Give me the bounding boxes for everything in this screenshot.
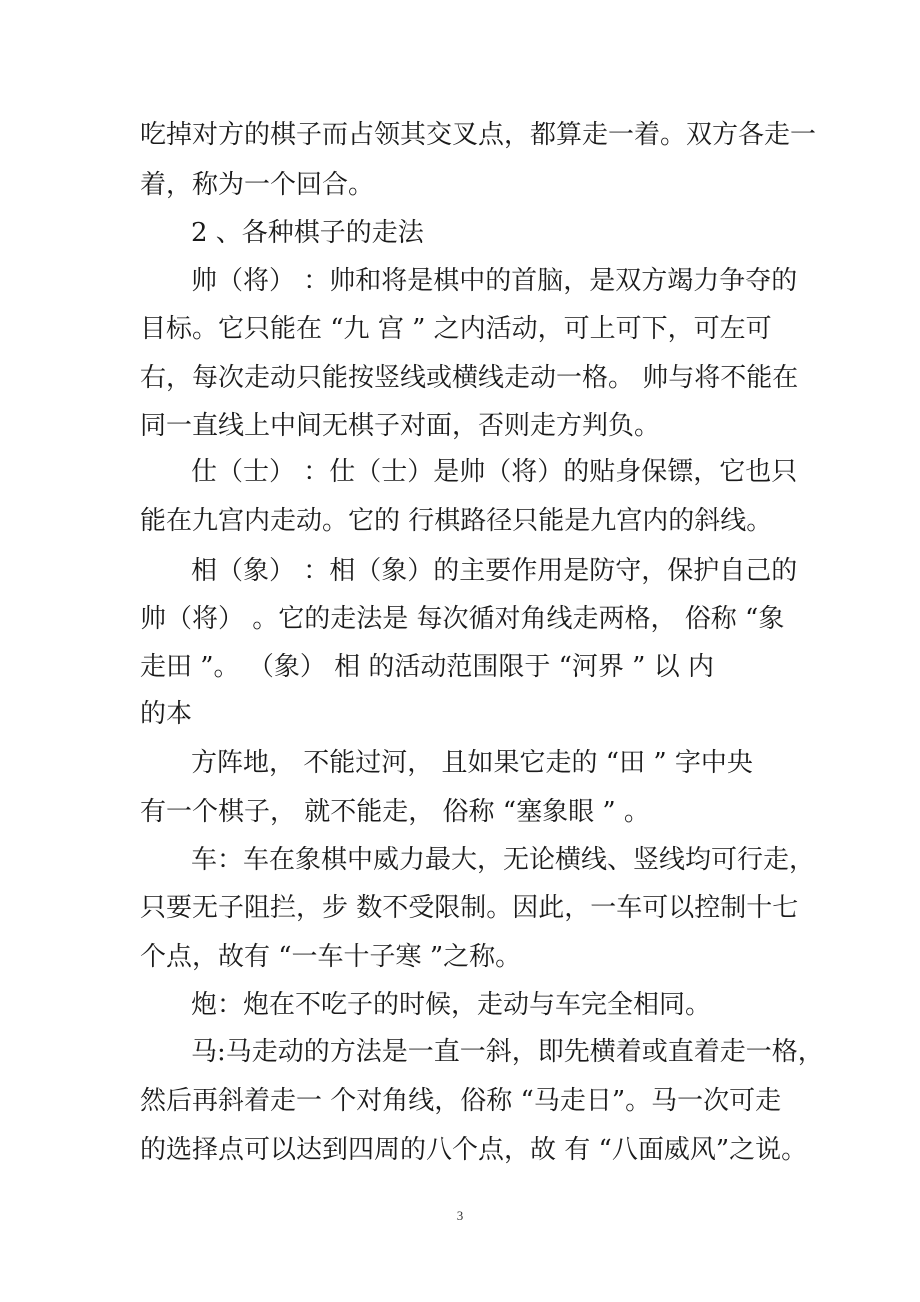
body-line: 个点，故有 “一车十子寒 ”之称。: [140, 942, 522, 972]
page-number: 3: [456, 1208, 464, 1223]
body-line: 相（象） ：相（象）的主要作用是防守，保护自己的: [191, 556, 798, 586]
body-line: 有一个棋子， 就不能走， 俗称 “塞象眼 ” 。: [140, 797, 650, 827]
body-line: 的本: [140, 699, 193, 729]
body-line: 吃掉对方的棋子而占领其交叉点，都算走一着。双方各走一: [140, 120, 817, 150]
section-heading: 2 、各种棋子的走法: [191, 218, 424, 248]
body-line: 马:马走动的方法是一直一斜，即先横着或直着走一格，: [191, 1037, 824, 1067]
body-line: 的选择点可以达到四周的八个点，故 有 “八面威风”之说。: [140, 1135, 808, 1165]
body-line: 车：车在象棋中威力最大，无论横线、竖线均可行走，: [191, 845, 816, 875]
body-line: 走田 ”。 （象） 相 的活动范围限于 “河界 ” 以 内: [140, 652, 714, 682]
body-line: 炮：炮在不吃子的时候，走动与车完全相同。: [191, 990, 712, 1020]
body-line: 能在九宫内走动。它的 行棋路径只能是九宫内的斜线。: [140, 506, 773, 536]
body-line: 仕（士） ：仕（士）是帅（将）的贴身保镖，它也只: [191, 457, 798, 487]
body-line: 方阵地， 不能过河， 且如果它走的 “田 ” 字中央: [191, 748, 753, 778]
body-line: 右，每次走动只能按竖线或横线走动一格。 帅与将不能在: [140, 363, 799, 393]
body-line: 着，称为一个回合。: [140, 170, 375, 200]
body-line: 然后再斜着走一 个对角线，俗称 “马走日”。马一次可走: [140, 1086, 782, 1116]
body-line: 帅（将） ：帅和将是棋中的首脑，是双方竭力争夺的: [191, 266, 798, 296]
body-line: 帅（将） 。它的走法是 每次循对角线走两格， 俗称 “象: [140, 604, 785, 634]
body-line: 只要无子阻拦，步 数不受限制。因此，一车可以控制十七: [140, 893, 799, 923]
body-line: 目标。它只能在 “九 宫 ” 之内活动，可上可下，可左可: [140, 314, 772, 344]
body-line: 同一直线上中间无棋子对面，否则走方判负。: [140, 411, 661, 441]
